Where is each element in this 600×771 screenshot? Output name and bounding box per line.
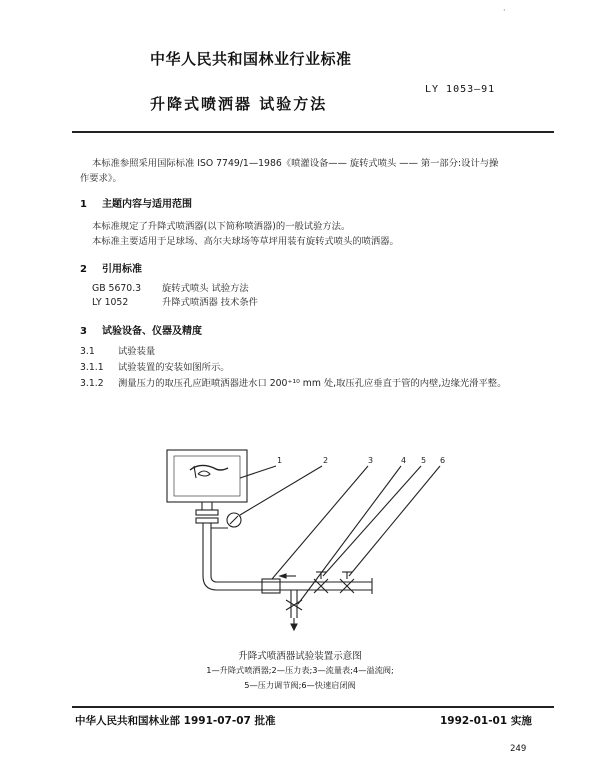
figure-label: 2 xyxy=(323,456,329,465)
figure-caption-line-2: 5—压力调节阀;6—快速启闭阀 xyxy=(244,680,356,690)
bottom-divider xyxy=(72,706,554,708)
section-1-paragraph-1: 本标准规定了升降式喷洒器(以下简称喷洒器)的一般试验方法。 xyxy=(92,221,351,232)
reference-code: LY 1052 xyxy=(92,297,129,308)
figure-caption-title: 升降式喷洒器试验装置示意图 xyxy=(238,651,362,662)
section-number: 2 xyxy=(80,264,87,275)
section-number: 3 xyxy=(80,326,87,337)
figure-label: 6 xyxy=(440,456,446,465)
clause-text: 试验装置的安装如图所示。 xyxy=(118,362,230,373)
approval-line: 中华人民共和国林业部 1991-07-07 批准 xyxy=(75,715,276,727)
sprinkler-head-icon xyxy=(190,465,228,470)
clause-number: 3.1.1 xyxy=(80,362,104,373)
clause-text: 测量压力的取压孔应距喷洒器进水口 200⁺¹⁰ mm 处,取压孔应垂直于管的内壁,边缘光滑平整。 xyxy=(118,378,507,389)
section-3-heading xyxy=(80,322,202,337)
section-1-paragraph-2: 本标准主要适用于足球场、高尔夫球场等草坪用装有旋转式喷头的喷洒器。 xyxy=(92,236,399,247)
page-number: 249 xyxy=(510,744,527,754)
document-title: 升降式喷洒器 试验方法 xyxy=(150,95,328,113)
figure-label: 3 xyxy=(368,456,374,465)
clause-text: 试验装量 xyxy=(118,346,156,357)
quick-valve-icon xyxy=(340,579,354,593)
figure-label: 4 xyxy=(401,456,407,465)
test-apparatus-diagram xyxy=(150,448,460,638)
reference-title: 旋转式喷头 试验方法 xyxy=(162,283,249,294)
reference-title: 升降式喷洒器 技术条件 xyxy=(162,297,258,308)
clause-3-1-2 xyxy=(80,377,506,391)
clause-3-1 xyxy=(80,345,155,359)
section-number: 1 xyxy=(80,199,87,210)
clause-number: 3.1 xyxy=(80,346,95,357)
figure-caption-line-1: 1—升降式喷洒器;2—压力表;3—流量表;4—溢流阀; xyxy=(206,665,394,675)
reference-row xyxy=(92,282,249,296)
intro-line-1: 本标准参照采用国际标准 ISO 7749/1—1986《喷灌设备—— 旋转式喷头 —— 第一部分:设计与操 xyxy=(92,158,499,169)
standard-number: LY 1053—91 xyxy=(425,84,496,95)
figure-label: 1 xyxy=(277,456,283,465)
intro-line-2: 作要求》。 xyxy=(80,173,122,184)
clause-3-1-1 xyxy=(80,361,230,375)
clause-number: 3.1.2 xyxy=(80,378,104,389)
org-title: 中华人民共和国林业行业标准 xyxy=(150,50,352,68)
section-1-heading xyxy=(80,195,192,210)
section-title: 主题内容与适用范围 xyxy=(102,199,192,210)
reference-row xyxy=(92,296,258,310)
reference-code: GB 5670.3 xyxy=(92,283,142,294)
scan-mark: · xyxy=(503,6,506,15)
top-divider xyxy=(72,131,554,133)
section-title: 引用标准 xyxy=(102,264,142,275)
section-title: 试验设备、仪器及精度 xyxy=(102,326,202,337)
section-2-heading xyxy=(80,260,142,275)
implementation-date: 1992-01-01 实施 xyxy=(440,715,532,727)
flow-meter xyxy=(262,579,280,593)
figure-label: 5 xyxy=(421,456,427,465)
pressure-regulating-valve-icon xyxy=(314,579,328,593)
